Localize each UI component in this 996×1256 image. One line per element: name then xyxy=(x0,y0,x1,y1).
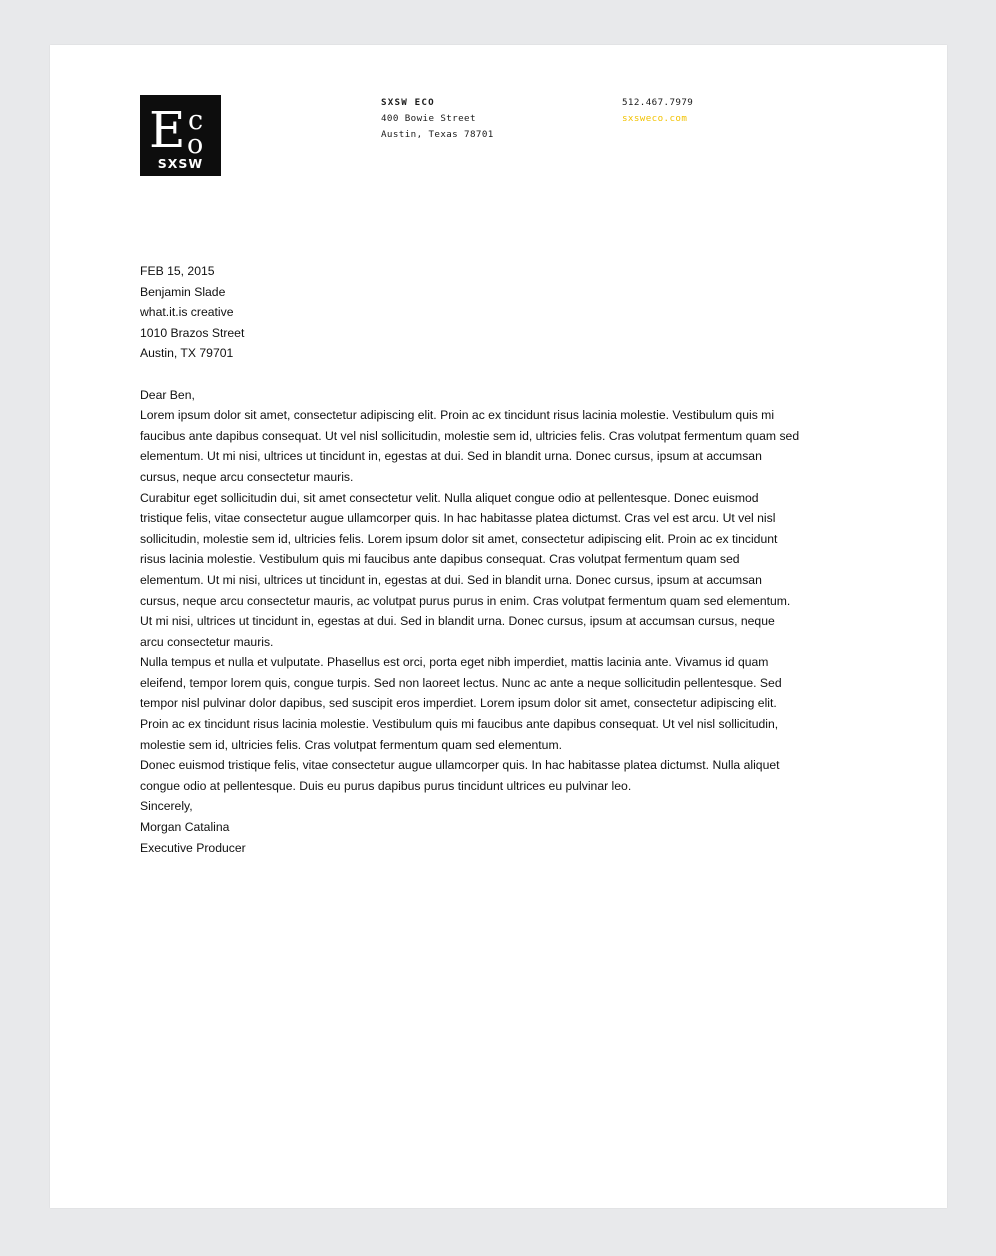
address-street: 400 Bowie Street xyxy=(381,113,476,124)
svg-text:o: o xyxy=(187,129,204,160)
recipient-address xyxy=(140,282,800,364)
body-paragraph-3: Nulla tempus et nulla et vulputate. Phasellus est orci, porta eget nibh imperdiet, mattis lacinia ante. Vivamus id quam eleifend, tempor lorem quis, congue turpis. Sed non laoreet lectus. Nunc ac ante a neque sollicitudin pellentesque. Sed tempor nisl pulvinar dolor dapibus, sed suscipit eros imperdiet. Lorem ipsum dolor sit amet, consectetur adipiscing elit. Proin ac ex tincidunt risus lacinia molestie. Vestibulum quis mi faucibus ante dapibus consequat. Ut vel nisl sollicitudin, molestie sem id, ultricies felis. Cras volutpat fermentum quam sed elementum. xyxy=(140,655,782,752)
recipient-company: what.it.is creative xyxy=(140,305,234,320)
letter-body xyxy=(140,261,800,858)
salutation: Dear Ben, xyxy=(140,387,195,402)
letter-date: FEB 15, 2015 xyxy=(140,264,215,278)
signer-title: Executive Producer xyxy=(140,840,246,855)
body-paragraph-2: Curabitur eget sollicitudin dui, sit amet consectetur velit. Nulla aliquet congue odio at pellentesque. Donec euismod tristique felis, vitae consectetur augue ullamcorper quis. In hac habitasse platea dictumst. Cras vel est arcu. Ut vel nisl sollicitudin, molestie sem id, ultricies felis. Lorem ipsum dolor sit amet, consectetur adipiscing elit. Proin ac ex tincidunt risus lacinia molestie. Vestibulum quis mi faucibus ante dapibus consequat. Cras volutpat fermentum quam sed elementum. Ut mi nisi, ultrices ut tincidunt in, egestas at dui. Sed in blandit urna. Donec cursus, ipsum at accumsan cursus, neque arcu consectetur mauris, ac volutpat purus purus in enim. Cras volutpat fermentum quam sed elementum. Ut mi nisi, ultrices ut tincidunt in, egestas at dui. Sed in blandit urna. Donec cursus, ipsum at accumsan cursus, neque arcu consectetur mauris. xyxy=(140,490,791,649)
svg-text:c: c xyxy=(188,105,204,136)
recipient-street: 1010 Brazos Street xyxy=(140,325,245,340)
body-paragraph-1: Lorem ipsum dolor sit amet, consectetur adipiscing elit. Proin ac ex tincidunt risus lacinia molestie. Vestibulum quis mi faucibus ante dapibus consequat. Ut vel nisl sollicitudin, molestie sem id, ultricies felis. Cras volutpat fermentum quam sed elementum. Ut mi nisi, ultrices ut tincidunt in, egestas at dui. Sed in blandit urna. Donec cursus, ipsum at accumsan cursus, neque arcu consectetur mauris. xyxy=(140,408,800,484)
website-link[interactable]: sxsweco.com xyxy=(622,113,688,124)
org-name: SXSW ECO xyxy=(381,97,435,108)
sxsw-eco-logo xyxy=(140,95,221,176)
svg-text:E: E xyxy=(149,101,186,159)
letter-page xyxy=(50,45,947,1208)
address-city: Austin, Texas 78701 xyxy=(381,129,494,140)
closing: Sincerely, xyxy=(140,799,193,814)
recipient-name: Benjamin Slade xyxy=(140,284,226,299)
svg-text:SXSW: SXSW xyxy=(157,156,204,171)
letterhead-address xyxy=(381,95,494,143)
signature-block xyxy=(140,817,800,858)
letterhead-contact xyxy=(622,95,693,127)
recipient-city: Austin, TX 79701 xyxy=(140,346,234,361)
body-paragraph-4: Donec euismod tristique felis, vitae consectetur augue ullamcorper quis. In hac habitasse platea dictumst. Nulla aliquet congue odio at pellentesque. Duis eu purus dapibus purus tincidunt ultrices eu pulvinar leo. xyxy=(140,758,780,793)
signer-name: Morgan Catalina xyxy=(140,820,230,835)
phone-number: 512.467.7979 xyxy=(622,97,694,108)
